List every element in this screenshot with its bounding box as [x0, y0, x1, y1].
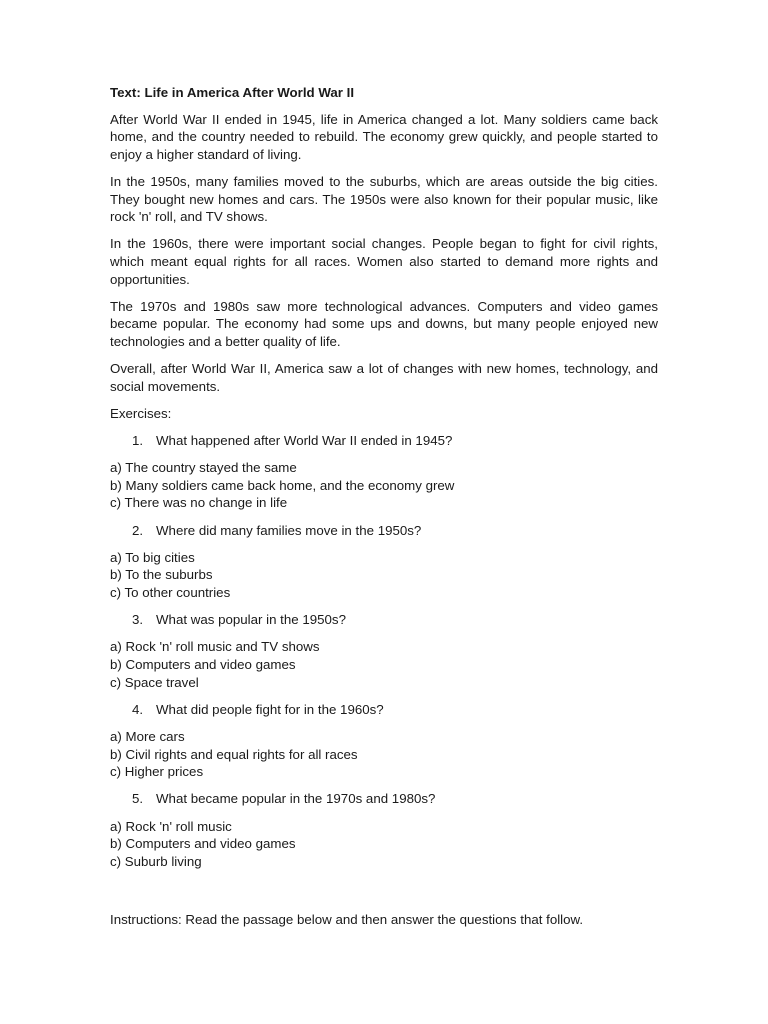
- answer-option: a) More cars: [110, 728, 185, 744]
- answer-option: c) Suburb living: [110, 853, 202, 869]
- question-text: Where did many families move in the 1950s?: [156, 522, 422, 538]
- answer-option: a) Rock 'n' roll music: [110, 818, 232, 834]
- answer-option: b) To the suburbs: [110, 567, 213, 583]
- paragraph: In the 1950s, many families moved to the suburbs, which are areas outside the big cities. They bought new homes and cars. The 1950s were also known for their popular music, like rock 'n' roll, and TV shows.: [110, 173, 658, 225]
- paragraph: After World War II ended in 1945, life in America changed a lot. Many soldiers came back home, and the country needed to rebuild. The economy grew quickly, and people started to enjoy a higher standard of living.: [110, 111, 658, 162]
- paragraph: The 1970s and 1980s saw more technological advances. Computers and video games became popular. The economy had some ups and downs, but many people enjoyed new technologies and a better quality of life.: [110, 298, 658, 349]
- answer-options: [110, 638, 658, 691]
- document-title: Text: Life in America After World War II: [110, 85, 355, 100]
- question-number: 1.: [132, 433, 144, 449]
- paragraph: Overall, after World War II, America saw a lot of changes with new homes, technology, and social movements.: [110, 361, 658, 394]
- answer-option: c) There was no change in life: [110, 495, 288, 511]
- question-number: 2.: [132, 522, 144, 538]
- question: [110, 790, 658, 808]
- answer-options: [110, 728, 658, 781]
- answer-option: a) The country stayed the same: [110, 460, 297, 476]
- answer-options: [110, 818, 658, 871]
- question: [110, 522, 658, 540]
- document-body: [110, 84, 658, 880]
- answer-option: c) Higher prices: [110, 764, 204, 780]
- question-text: What was popular in the 1950s?: [156, 612, 346, 628]
- answer-option: b) Many soldiers came back home, and the economy grew: [110, 477, 455, 493]
- answer-option: c) Space travel: [110, 674, 199, 690]
- answer-option: b) Computers and video games: [110, 656, 296, 672]
- question-text: What happened after World War II ended in 1945?: [156, 433, 453, 449]
- instructions-text: Instructions: Read the passage below and then answer the questions that follow.: [110, 912, 584, 927]
- question: [110, 611, 658, 629]
- exercises-heading: Exercises:: [110, 405, 172, 421]
- question-text: What did people fight for in the 1960s?: [156, 701, 384, 717]
- question: [110, 701, 658, 719]
- answer-option: a) Rock 'n' roll music and TV shows: [110, 639, 320, 655]
- question-text: What became popular in the 1970s and 1980s?: [156, 791, 436, 807]
- answer-option: c) To other countries: [110, 585, 231, 600]
- answer-option: b) Computers and video games: [110, 836, 296, 852]
- question-number: 5.: [132, 791, 144, 807]
- paragraph: In the 1960s, there were important social changes. People began to fight for civil rights, which meant equal rights for all races. Women also started to demand more rights and opportunities.: [110, 236, 658, 287]
- answer-options: [110, 549, 658, 602]
- answer-options: [110, 459, 658, 512]
- question-number: 3.: [132, 612, 144, 628]
- answer-option: b) Civil rights and equal rights for all races: [110, 746, 358, 762]
- question-number: 4.: [132, 701, 144, 717]
- answer-option: a) To big cities: [110, 549, 195, 565]
- question: [110, 432, 658, 450]
